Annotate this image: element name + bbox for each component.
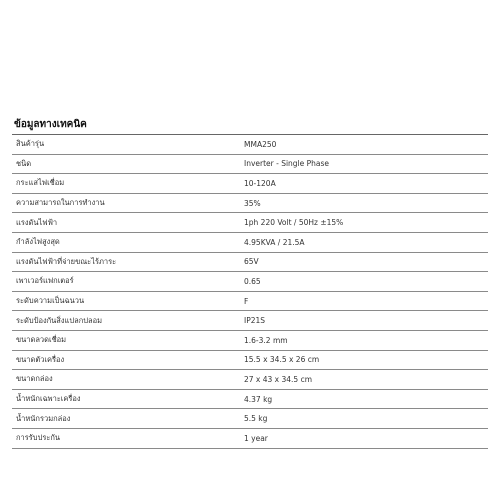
spec-value-model: MMA250: [244, 135, 488, 154]
spec-title: ข้อมูลทางเทคนิค: [12, 118, 488, 135]
table-row: [12, 311, 488, 331]
spec-value-type: Inverter - Single Phase: [244, 154, 488, 174]
spec-label-net-weight: น้ำหนักเฉพาะเครื่อง: [12, 389, 244, 409]
spec-value-machine-size: 15.5 x 34.5 x 26 cm: [244, 350, 488, 370]
spec-value-power-factor: 0.65: [244, 272, 488, 292]
table-row: [12, 232, 488, 252]
table-row: [12, 193, 488, 213]
spec-value-no-load-voltage: 65V: [244, 252, 488, 272]
spec-value-duty-cycle: 35%: [244, 193, 488, 213]
table-row: [12, 213, 488, 233]
table-row: [12, 350, 488, 370]
spec-value-welding-current: 10-120A: [244, 174, 488, 194]
table-row: [12, 291, 488, 311]
table-row: [12, 428, 488, 448]
spec-label-machine-size: ขนาดตัวเครื่อง: [12, 350, 244, 370]
spec-label-insulation-class: ระดับความเป็นฉนวน: [12, 291, 244, 311]
spec-label-model: สินค้ารุ่น: [12, 135, 244, 154]
table-row: [12, 272, 488, 292]
spec-value-max-power: 4.95KVA / 21.5A: [244, 232, 488, 252]
spec-value-protection-class: IP21S: [244, 311, 488, 331]
spec-table: [12, 135, 488, 449]
spec-section: [12, 118, 488, 449]
table-row: [12, 409, 488, 429]
spec-value-box-size: 27 x 43 x 34.5 cm: [244, 370, 488, 390]
spec-label-warranty: การรับประกัน: [12, 428, 244, 448]
spec-label-box-size: ขนาดกล่อง: [12, 370, 244, 390]
spec-label-gross-weight: น้ำหนักรวมกล่อง: [12, 409, 244, 429]
spec-label-max-power: กำลังไฟสูงสุด: [12, 232, 244, 252]
spec-value-warranty: 1 year: [244, 428, 488, 448]
spec-label-duty-cycle: ความสามารถในการทำงาน: [12, 193, 244, 213]
spec-label-power-factor: เพาเวอร์แฟกเตอร์: [12, 272, 244, 292]
spec-value-input-voltage: 1ph 220 Volt / 50Hz ±15%: [244, 213, 488, 233]
spec-value-electrode-size: 1.6-3.2 mm: [244, 330, 488, 350]
table-row: [12, 330, 488, 350]
table-row: [12, 154, 488, 174]
table-row: [12, 389, 488, 409]
spec-table-body: [12, 135, 488, 448]
table-row: [12, 174, 488, 194]
table-row: [12, 370, 488, 390]
spec-label-welding-current: กระแสไฟเชื่อม: [12, 174, 244, 194]
spec-label-no-load-voltage: แรงดันไฟฟ้าที่จ่ายขณะไร้ภาระ: [12, 252, 244, 272]
table-row: [12, 252, 488, 272]
table-row: [12, 135, 488, 154]
spec-label-electrode-size: ขนาดลวดเชื่อม: [12, 330, 244, 350]
spec-value-insulation-class: F: [244, 291, 488, 311]
spec-value-net-weight: 4.37 kg: [244, 389, 488, 409]
spec-label-type: ชนิด: [12, 154, 244, 174]
spec-value-gross-weight: 5.5 kg: [244, 409, 488, 429]
spec-label-input-voltage: แรงดันไฟฟ้า: [12, 213, 244, 233]
spec-label-protection-class: ระดับป้องกันสิ่งแปลกปลอม: [12, 311, 244, 331]
